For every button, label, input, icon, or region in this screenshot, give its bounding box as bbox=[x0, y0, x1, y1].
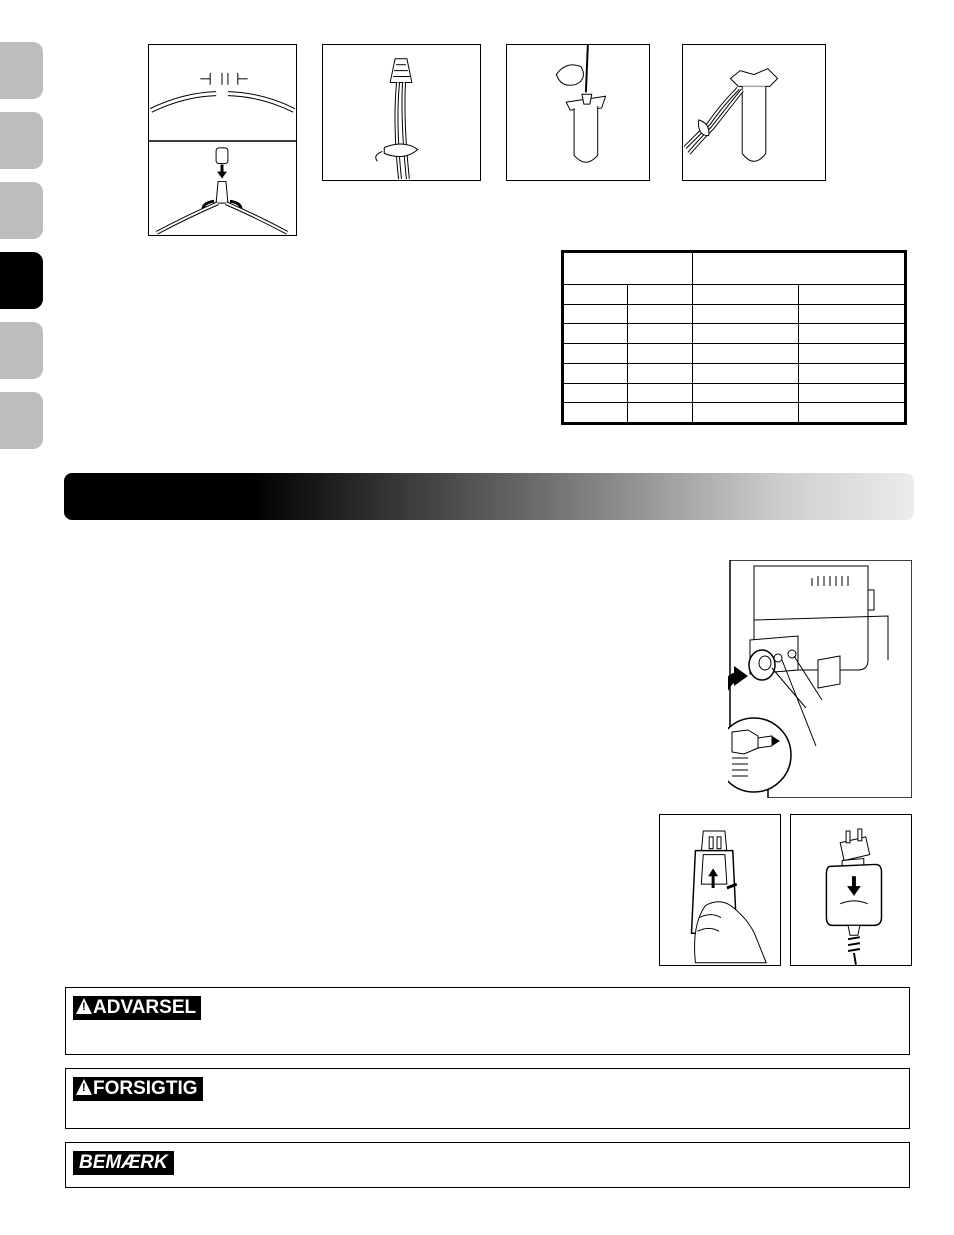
warning-triangle-icon bbox=[76, 998, 92, 1014]
section-header-bar bbox=[64, 473, 914, 520]
note-badge bbox=[73, 1151, 174, 1175]
warning-notice bbox=[65, 987, 910, 1055]
table-cell bbox=[564, 383, 628, 403]
caution-notice bbox=[65, 1068, 910, 1129]
table-header-cell bbox=[564, 253, 693, 285]
table-cell bbox=[564, 344, 628, 364]
table-cell bbox=[693, 403, 799, 423]
table-cell bbox=[628, 363, 693, 383]
note-label: BEMÆRK bbox=[79, 1152, 168, 1173]
wire-nut-illustration bbox=[322, 44, 481, 181]
table-cell bbox=[628, 344, 693, 364]
table-cell bbox=[564, 304, 628, 324]
table-cell bbox=[564, 324, 628, 344]
note-notice bbox=[65, 1142, 910, 1188]
table-cell bbox=[693, 304, 799, 324]
table-cell bbox=[564, 285, 628, 305]
table-cell bbox=[693, 363, 799, 383]
table-cell bbox=[628, 324, 693, 344]
table-cell bbox=[628, 304, 693, 324]
table-cell bbox=[799, 285, 905, 305]
nav-tab-4-active[interactable] bbox=[0, 252, 43, 309]
wire-spec-table bbox=[561, 250, 907, 425]
plug-adapter-remove-illustration bbox=[790, 814, 912, 966]
table-cell bbox=[564, 403, 628, 423]
plug-adapter-insert-illustration bbox=[659, 814, 781, 966]
wire-splice-illustration bbox=[148, 44, 297, 236]
controller-power-jack-illustration bbox=[728, 560, 912, 798]
table-cell bbox=[628, 403, 693, 423]
table-cell bbox=[799, 403, 905, 423]
table-cell bbox=[628, 383, 693, 403]
waterproof-tube-illustration bbox=[506, 44, 650, 181]
warning-label: ADVARSEL bbox=[93, 997, 197, 1018]
nav-tab-2[interactable] bbox=[0, 112, 43, 169]
warning-badge bbox=[73, 996, 201, 1020]
nav-tab-1[interactable] bbox=[0, 42, 43, 99]
caution-label: FORSIGTIG bbox=[93, 1078, 198, 1099]
caution-triangle-icon bbox=[76, 1079, 92, 1095]
table-cell bbox=[693, 344, 799, 364]
nav-tab-6[interactable] bbox=[0, 392, 43, 449]
sealed-tube-illustration bbox=[682, 44, 826, 181]
table-cell bbox=[693, 383, 799, 403]
table-cell bbox=[628, 285, 693, 305]
caution-badge bbox=[73, 1077, 203, 1101]
table-cell bbox=[799, 344, 905, 364]
table-cell bbox=[693, 285, 799, 305]
table-cell bbox=[799, 363, 905, 383]
table-header-cell bbox=[693, 253, 905, 285]
table-cell bbox=[564, 363, 628, 383]
table-cell bbox=[693, 324, 799, 344]
nav-tab-3[interactable] bbox=[0, 182, 43, 239]
table-cell bbox=[799, 324, 905, 344]
table-cell bbox=[799, 383, 905, 403]
table-cell bbox=[799, 304, 905, 324]
nav-tab-5[interactable] bbox=[0, 322, 43, 379]
